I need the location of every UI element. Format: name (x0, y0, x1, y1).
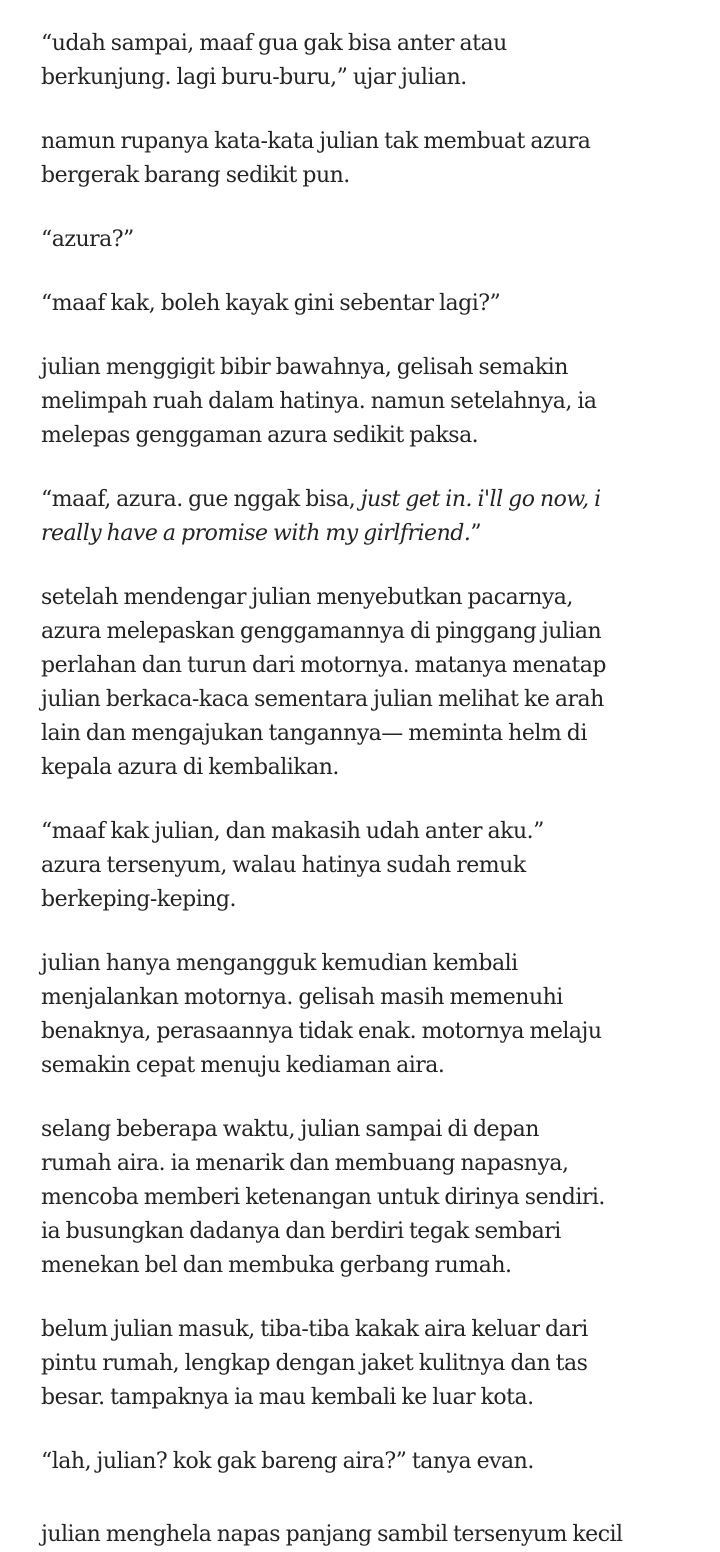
text-line: mencoba memberi ketenangan untuk dirinya sendiri. (41, 1185, 605, 1210)
cutoff-text-line: julian menghela napas panjang sambil tersenyum kecil (41, 1522, 623, 1547)
paragraph (41, 947, 661, 1083)
text-line: julian berkaca-kaca sementara julian melihat ke arah (41, 687, 604, 712)
text-line: melimpah ruah dalam hatinya. namun setelahnya, ia (41, 389, 597, 414)
text-line: “udah sampai, maaf gua gak bisa anter atau (41, 31, 507, 56)
text-line: selang beberapa waktu, julian sampai di depan (41, 1117, 539, 1142)
text-line: besar. tampaknya ia mau kembali ke luar kota. (41, 1385, 534, 1410)
text-line: benaknya, perasaannya tidak enak. motornya melaju (41, 1019, 602, 1044)
paragraph (41, 1445, 661, 1479)
text-line: perlahan dan turun dari motornya. matanya menatap (41, 653, 606, 678)
text-line: “maaf kak julian, dan makasih udah anter aku.” (41, 819, 544, 844)
text-line: julian hanya mengangguk kemudian kembali (41, 951, 518, 976)
text-line: berkunjung. lagi buru-buru,” ujar julian. (41, 65, 467, 90)
paragraph (41, 1113, 661, 1283)
text-line: “azura?” (41, 227, 134, 252)
text-line: melepas genggaman azura sedikit paksa. (41, 423, 479, 448)
paragraph (41, 27, 661, 95)
text-line: belum julian masuk, tiba-tiba kakak aira keluar dari (41, 1317, 588, 1342)
text-line: setelah mendengar julian menyebutkan pacarnya, (41, 585, 573, 610)
text-italic: really have a promise with my girlfriend. (41, 521, 471, 546)
paragraph (41, 287, 661, 321)
paragraph (41, 815, 661, 917)
text-line: “lah, julian? kok gak bareng aira?” tanya evan. (41, 1449, 534, 1474)
text-line: azura melepaskan genggamannya di pinggang julian (41, 619, 602, 644)
text-line: berkeping-keping. (41, 887, 236, 912)
text-line: menekan bel dan membuka gerbang rumah. (41, 1253, 512, 1278)
paragraph (41, 223, 661, 257)
text-line: ia busungkan dadanya dan berdiri tegak sembari (41, 1219, 561, 1244)
paragraph (41, 351, 661, 453)
text-line: julian menggigit bibir bawahnya, gelisah semakin (41, 355, 568, 380)
text-plain: ” (470, 521, 482, 546)
text-line: azura tersenyum, walau hatinya sudah remuk (41, 853, 526, 878)
paragraph (41, 125, 661, 193)
text-plain: “maaf, azura. gue nggak bisa, (41, 487, 361, 512)
text-line: namun rupanya kata-kata julian tak membuat azura (41, 129, 591, 154)
text-line: bergerak barang sedikit pun. (41, 163, 350, 188)
paragraph (41, 1313, 661, 1415)
text-line: lain dan mengajukan tangannya— meminta helm di (41, 721, 587, 746)
text-line: pintu rumah, lengkap dengan jaket kulitnya dan tas (41, 1351, 588, 1376)
text-line: “maaf kak, boleh kayak gini sebentar lagi?” (41, 291, 501, 316)
article-body (41, 27, 661, 1509)
text-line: menjalankan motornya. gelisah masih memenuhi (41, 985, 563, 1010)
text-line: kepala azura di kembalikan. (41, 755, 339, 780)
text-line: rumah aira. ia menarik dan membuang napasnya, (41, 1151, 569, 1176)
text-italic: just get in. i'll go now, i (360, 487, 601, 512)
paragraph (41, 581, 661, 785)
next-paragraph-cutoff (41, 1512, 661, 1547)
text-line: semakin cepat menuju kediaman aira. (41, 1053, 445, 1078)
paragraph (41, 483, 661, 551)
